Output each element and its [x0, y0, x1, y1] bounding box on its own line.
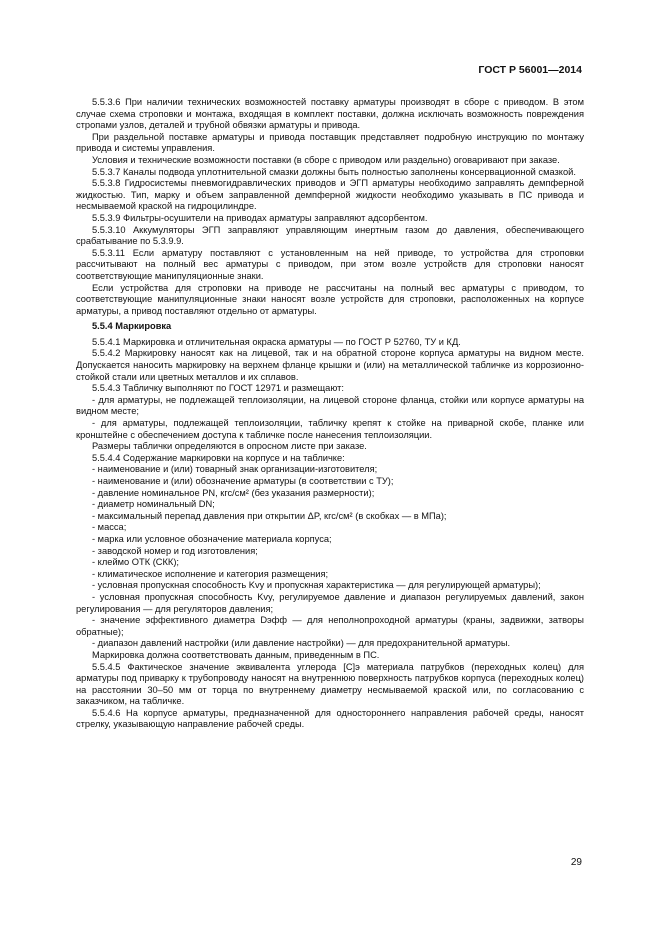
- list-item: - климатическое исполнение и категория размещения;: [92, 568, 329, 579]
- paragraph: Условия и технические возможности поставки (в сборе с приводом или раздельно) оговаривают при заказе.: [92, 154, 560, 165]
- list-item: - клеймо ОТК (СКК);: [92, 557, 180, 568]
- list-item: - диаметр номинальный DN;: [92, 499, 215, 510]
- paragraph: 5.5.3.6 При наличии технических возможностей поставку арматуры производят в сборе с приводом. В этом случае схема строповки и монтажа, входящая в комплект поставки, должна исключать возможность повреждения стропами узлов, деталей и трубной обвязки арматуры и привода.: [76, 97, 584, 131]
- list-item: - значение эффективного диаметра Dэфф — для неполнопроходной арматуры (краны, задвижки, затворы обратные);: [76, 615, 584, 637]
- list-item: - давление номинальное PN, кгс/см² (без указания размерности);: [92, 487, 375, 498]
- list-item: - заводской номер и год изготовления;: [92, 545, 258, 556]
- list-item: - условная пропускная способность Kvy, регулируемое давление и диапазон регулируемых давлений, закон регулирования — для регуляторов давления;: [76, 591, 584, 614]
- document-code: ГОСТ Р 56001—2014: [478, 64, 582, 76]
- list-item: - условная пропускная способность Kvy и пропускная характеристика — для регулирующей арматуры);: [92, 580, 541, 591]
- paragraph: 5.5.3.10 Аккумуляторы ЭГП заправляют управляющим инертным газом до давления, обеспечивающего срабатывание по 5.3.9.9.: [76, 224, 584, 247]
- paragraph: 5.5.4.2 Маркировку наносят как на лицевой, так и на обратной стороне корпуса арматуры на видном месте. Допускается наносить маркировку на верхнем фланце крышки и (или) на металлической табличке из коррозионно-стойкой стали или цветных металлов и их сплавов.: [76, 348, 584, 382]
- list-item: - масса;: [92, 522, 127, 533]
- list-item: - марка или условное обозначение материала корпуса;: [92, 533, 332, 544]
- paragraph: При раздельной поставке арматуры и привода поставщик представляет подробную инструкцию по монтажу привода и системы управления.: [76, 131, 584, 154]
- paragraph: 5.5.3.11 Если арматуру поставляют с установленным на ней приводе, то устройства для строповки рассчитывают на полный вес арматуры с приводом, при этом возле устройств для строповки наносят соответствующие манипуляционные знаки.: [76, 247, 584, 281]
- paragraph: 5.5.4.4 Содержание маркировки на корпусе и на табличке:: [92, 452, 345, 463]
- section-heading: 5.5.4 Маркировка: [92, 321, 172, 332]
- list-item: - максимальный перепад давления при открытии ΔP, кгс/см² (в скобках — в МПа);: [92, 510, 447, 521]
- paragraph: 5.5.4.3 Табличку выполняют по ГОСТ 12971 и размещают:: [92, 383, 344, 394]
- paragraph: 5.5.4.1 Маркировка и отличительная окраска арматуры — по ГОСТ Р 52760, ТУ и КД.: [92, 336, 461, 347]
- paragraph: 5.5.3.8 Гидросистемы пневмогидравлических приводов и ЭГП арматуры необходимо заправлять демпферной жидкостью. Тип, марку и объем заправленной демпферной жидкости необходимо указывать в ПС привода и несмываемой краской на гидроцилиндре.: [76, 178, 584, 212]
- list-item: - для арматуры, подлежащей теплоизоляции, табличку крепят к стойке на приварной скобе, планке или кронштейне с обеспечением доступа к табличке после нанесения теплоизоляции.: [76, 418, 584, 440]
- paragraph: 5.5.4.5 Фактическое значение эквивалента углерода [C]э материала патрубков (переходных колец) для арматуры под приварку к трубопроводу наносят на внутреннюю поверхность патрубков корпуса (переходных колец) на расстоянии 30–50 мм от торца по внутреннему диаметру несмываемой краской или, по согласованию с заказчиком, на табличке.: [76, 661, 584, 707]
- list-item: - для арматуры, не подлежащей теплоизоляции, на лицевой стороне фланца, стойки или корпусе арматуры на видном месте;: [76, 394, 584, 417]
- list-item: - диапазон давлений настройки (или давление настройки) — для предохранительной арматуры.: [92, 638, 511, 649]
- page-number: 29: [570, 857, 582, 868]
- paragraph: 5.5.3.9 Фильтры-осушители на приводах арматуры заправляют адсорбентом.: [92, 212, 428, 223]
- paragraph: Маркировка должна соответствовать данным, приведенным в ПС.: [92, 649, 380, 660]
- paragraph: 5.5.4.6 На корпусе арматуры, предназначенной для одностороннего направления рабочей среды, наносят стрелку, указывающую направление рабочей среды.: [76, 707, 584, 730]
- paragraph: 5.5.3.7 Каналы подвода уплотнительной смазки должны быть полностью заполнены консервационной смазкой.: [92, 166, 576, 177]
- document-body: [76, 97, 584, 731]
- list-item: - наименование и (или) обозначение арматуры (в соответствии с ТУ);: [92, 476, 394, 486]
- paragraph: Если устройства для строповки на приводе не рассчитаны на полный вес арматуры с приводом, то соответствующие манипуляционные знаки наносят возле устройств для строповки, расположенных на корпусе арматуры, а привод поставляют отдельно от арматуры.: [76, 282, 584, 316]
- paragraph: Размеры таблички определяются в опросном листе при заказе.: [92, 441, 367, 452]
- list-item: - наименование и (или) товарный знак организации-изготовителя;: [92, 464, 378, 475]
